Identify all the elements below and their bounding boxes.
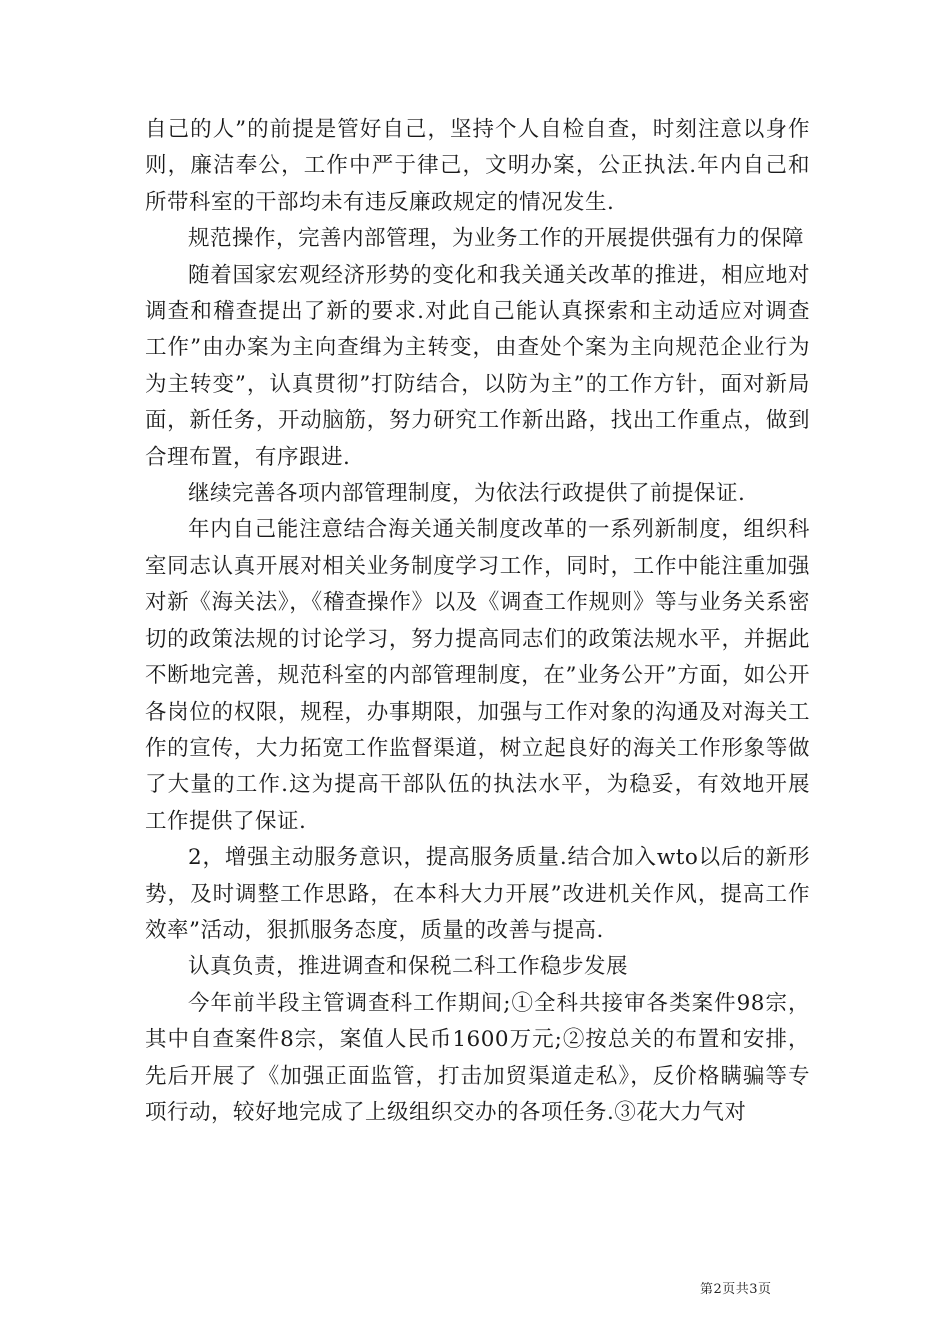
paragraph-rules-detail: 年内自己能注意结合海关通关制度改革的一系列新制度，组织科室同志认真开展对相关业务制度学习工作，同时，工作中能注重加强对新《海关法》，《稽查操作》以及《调查工作规则》等与业务关系密切的政策法规的讨论学习，努力提高同志们的政策法规水平，并据此不断地完善，规范科室的内部管理制度，在”业务公开”方面，如公开各岗位的权限，规程，办事期限，加强与工作对象的沟通及对海关工作的宣传，大力拓宽工作监督渠道，树立起良好的海关工作形象等做了大量的工作.这为提高干部队伍的执法水平，为稳妥，有效地开展工作提供了保证.	[145, 517, 810, 834]
paragraph-service: 2，增强主动服务意识，提高服务质量.结合加入wto以后的新形势，及时调整工作思路，在本科大力开展”改进机关作风，提高工作效率”活动，狠抓服务态度，质量的改善与提高.	[145, 845, 810, 943]
paragraph-integrity: 自己的人”的前提是管好自己，坚持个人自检自查，时刻注意以身作则，廉洁奉公，工作中严于律己，文明办案，公正执法.年内自己和所带科室的干部均未有违反廉政规定的情况发生.	[145, 117, 810, 215]
section-heading-progress: 认真负责，推进调查和保税二科工作稳步发展	[188, 954, 629, 980]
paragraph-reform: 随着国家宏观经济形势的变化和我关通关改革的推进，相应地对调查和稽查提出了新的要求.对此自己能认真探索和主动适应对调查工作”由办案为主向查缉为主转变，由查处个案为主向规范企业行为为主转变”，认真贯彻”打防结合，以防为主”的工作方针，面对新局面，新任务，开动脑筋，努力研究工作新出路，找出工作重点，做到合理布置，有序跟进.	[145, 262, 810, 470]
paragraph-cases: 今年前半段主管调查科工作期间;①全科共接审各类案件98宗，其中自查案件8宗，案值人民币1600万元;②按总关的布置和安排，先后开展了《加强正面监管，打击加贸渠道走私》，反价格瞒骗等专项行动，较好地完成了上级组织交办的各项任务.③花大力气对	[145, 990, 810, 1125]
document-body	[145, 112, 810, 1131]
section-heading-management: 规范操作，完善内部管理，为业务工作的开展提供强有力的保障	[188, 226, 805, 252]
section-heading-rules: 继续完善各项内部管理制度，为依法行政提供了前提保证.	[188, 481, 746, 507]
page-number-footer: 第2页共3页	[700, 1282, 772, 1297]
